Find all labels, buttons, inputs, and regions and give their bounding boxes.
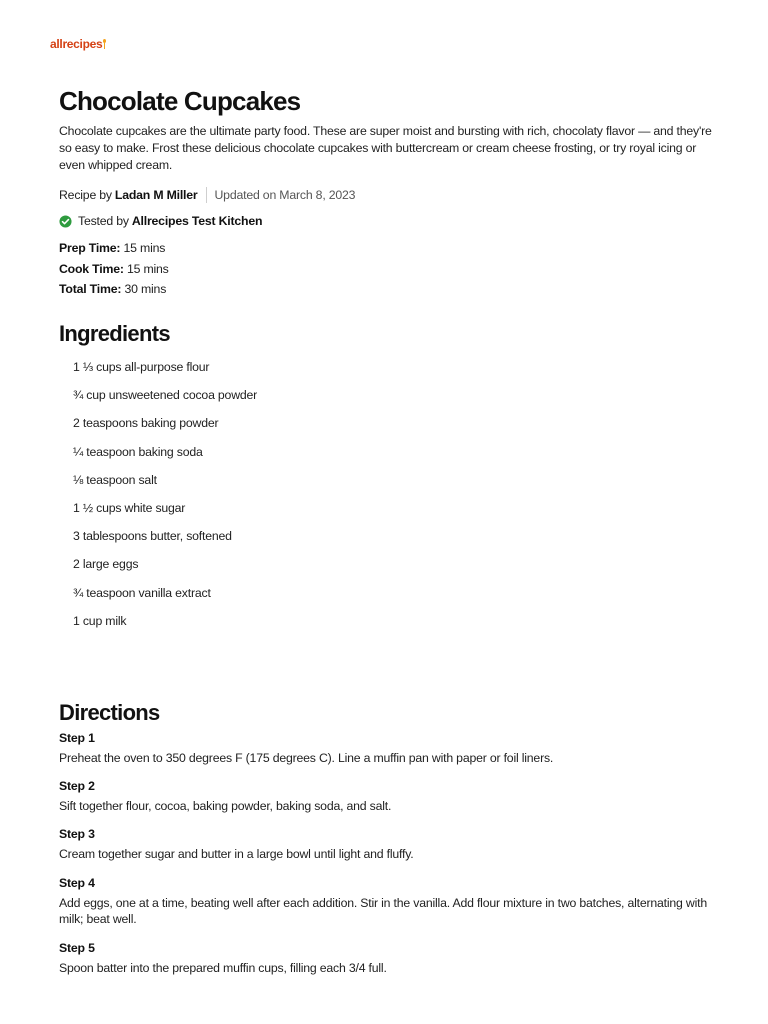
time-label: Prep Time: (59, 241, 121, 255)
recipe-title: Chocolate Cupcakes (59, 86, 301, 116)
time-value: 15 mins (126, 261, 169, 276)
ingredient-item: ¼ teaspoon baking soda (73, 444, 203, 459)
allrecipes-logo[interactable] (50, 37, 106, 51)
ingredient-item: 2 large eggs (73, 557, 139, 572)
recipe-byline (59, 187, 355, 203)
recipe-times (59, 240, 169, 302)
cook-time (59, 261, 169, 282)
direction-step (59, 826, 709, 862)
prep-time (59, 240, 169, 261)
updated-date: Updated on March 8, 2023 (214, 188, 356, 202)
step-text: Preheat the oven to 350 degrees F (175 degrees C). Line a muffin pan with paper or foil liners. (59, 751, 554, 765)
ingredient-item: ¾ teaspoon vanilla extract (73, 585, 211, 600)
step-text: Spoon batter into the prepared muffin cups, filling each 3/4 full. (59, 961, 387, 975)
direction-step (59, 940, 709, 976)
test-kitchen-link[interactable]: Allrecipes Test Kitchen (131, 214, 263, 228)
directions-heading: Directions (59, 700, 160, 725)
total-time (59, 281, 169, 302)
ingredient-item: ¾ cup unsweetened cocoa powder (73, 388, 258, 403)
spoon-icon (103, 39, 106, 48)
step-label: Step 3 (59, 827, 95, 841)
ingredient-item: 2 teaspoons baking powder (73, 416, 219, 431)
ingredient-item: 1 ½ cups white sugar (73, 500, 186, 515)
direction-step (59, 730, 709, 766)
step-label: Step 1 (59, 731, 95, 745)
step-label: Step 5 (59, 941, 95, 955)
step-label: Step 2 (59, 779, 95, 793)
step-label: Step 4 (59, 876, 95, 890)
step-text: Cream together sugar and butter in a large bowl until light and fluffy. (59, 847, 414, 861)
step-text: Sift together flour, cocoa, baking powder, baking soda, and salt. (59, 799, 392, 813)
tested-by (59, 214, 262, 228)
step-text: Add eggs, one at a time, beating well after each addition. Stir in the vanilla. Add flour mixture in two batches, alternating with milk; beat well. (59, 896, 707, 926)
recipe-description: Chocolate cupcakes are the ultimate party food. These are super moist and bursting with rich, chocolaty flavor — and they're so easy to make. Frost these delicious chocolate cupcakes with buttercream or cream cheese frosting, or try royal icing or even whipped cream. (59, 124, 712, 172)
ingredient-item: 1 ⅓ cups all-purpose flour (73, 360, 210, 374)
ingredients-heading: Ingredients (59, 321, 170, 346)
time-value: 15 mins (123, 241, 166, 255)
check-circle-icon (59, 215, 72, 228)
ingredient-item: 1 cup milk (73, 613, 127, 628)
author-link[interactable]: Ladan M Miller (114, 188, 198, 202)
direction-step (59, 778, 709, 814)
byline-divider (206, 187, 207, 203)
tested-prefix: Tested by (78, 214, 129, 228)
time-label: Cook Time: (59, 261, 124, 276)
logo-text: allrecipes (50, 37, 103, 51)
ingredient-item: 3 tablespoons butter, softened (73, 529, 232, 544)
byline-prefix: Recipe by (59, 188, 112, 202)
ingredient-item: ⅛ teaspoon salt (73, 472, 157, 487)
time-value: 30 mins (124, 282, 167, 296)
ingredients-list (73, 359, 257, 641)
time-label: Total Time: (59, 282, 122, 296)
direction-step (59, 875, 709, 927)
